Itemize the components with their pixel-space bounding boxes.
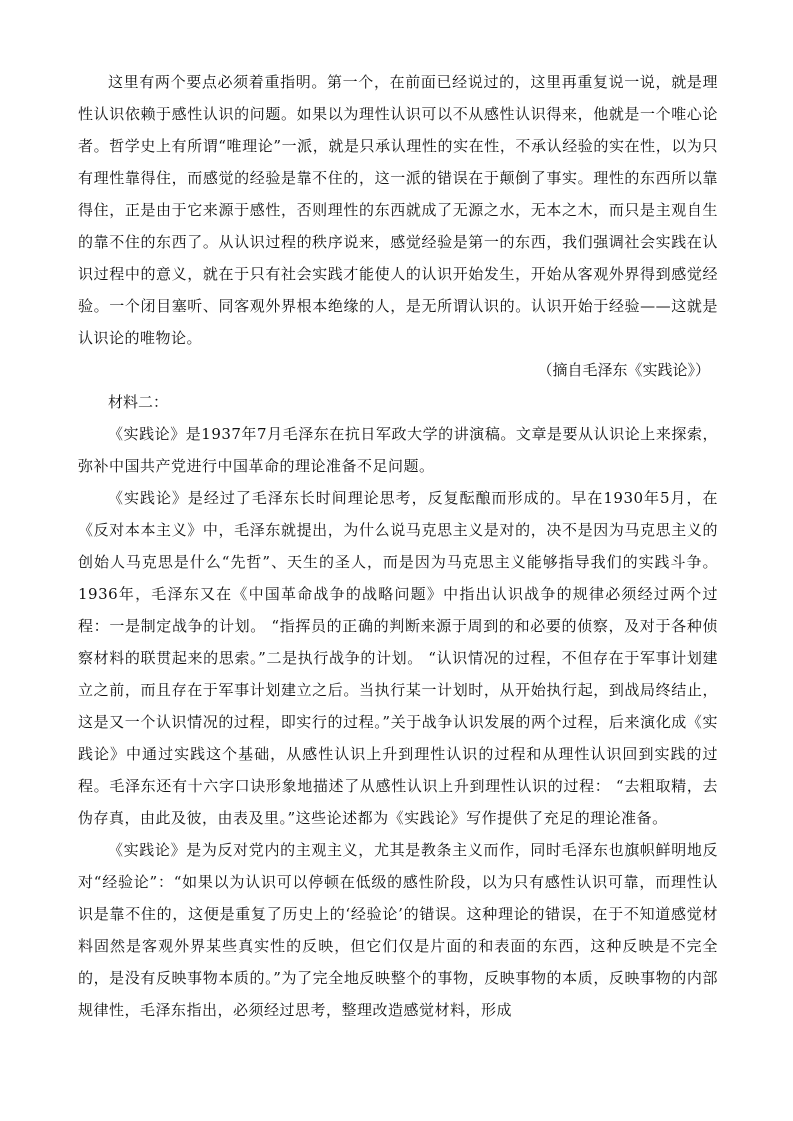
- paragraph-2: 《实践论》是1937年7月毛泽东在抗日军政大学的讲演稿。文章是要从认识论上来探索，弥补中国共产党进行中国革命的理论准备不足问题。: [78, 425, 718, 475]
- section-label-material-two: 材料二：: [108, 393, 169, 411]
- document-page: [78, 66, 718, 1026]
- paragraph-1: 这里有两个要点必须着重指明。第一个，在前面已经说过的，这里再重复说一说，就是理性认识依赖于感性认识的问题。如果以为理性认识可以不从感性认识得来，他就是一个唯心论者。哲学史上有所谓“唯理论”一派，就是只承认理性的实在性，不承认经验的实在性，以为只有理性靠得住，而感觉的经验是靠不住的，这一派的错误在于颠倒了事实。理性的东西所以靠得住，正是由于它来源于感性，否则理性的东西就成了无源之水，无本之木，而只是主观自生的靠不住的东西了。从认识过程的秩序说来，感觉经验是第一的东西，我们强调社会实践在认识过程中的意义，就在于只有社会实践才能使人的认识开始发生，开始从客观外界得到感觉经验。一个闭目塞听、同客观外界根本绝缘的人，是无所谓认识的。认识开始于经验——这就是认识论的唯物论。: [78, 73, 718, 347]
- paragraph-4: 《实践论》是为反对党内的主观主义，尤其是教条主义而作，同时毛泽东也旗帜鲜明地反对“经验论”：“如果以为认识可以停顿在低级的感性阶段，以为只有感性认识可靠，而理性认识是靠不住的，这便是重复了历史上的‘经验论’的错误。这种理论的错误，在于不知道感觉材料固然是客观外界某些真实性的反映，但它们仅是片面的和表面的东西，这种反映是不完全的，是没有反映事物本质的。”为了完全地反映整个的事物，反映事物的本质，反映事物的内部规律性，毛泽东指出，必须经过思考，整理改造感觉材料，形成: [78, 841, 718, 1019]
- citation: （摘自毛泽东《实践论》）: [537, 361, 710, 379]
- paragraph-3: 《实践论》是经过了毛泽东长时间理论思考，反复酝酿而形成的。早在1930年5月，在《反对本本主义》中，毛泽东就提出，为什么说马克思主义是对的，决不是因为马克思主义的创始人马克思是什么“先哲”、天生的圣人，而是因为马克思主义能够指导我们的实践斗争。1936年，毛泽东又在《中国革命战争的战略问题》中指出认识战争的规律必须经过两个过程：一是制定战争的计划。 “指挥员的正确的判断来源于周到的和必要的侦察，及对于各种侦察材料的联贯起来的思索。”二是执行战争的计划。 “认识情况的过程，不但存在于军事计划建立之前，而且存在于军事计划建立之后。当执行某一计划时，从开始执行起，到战局终结止，这是又一个认识情况的过程，即实行的过程。”关于战争认识发展的两个过程，后来演化成《实践论》中通过实践这个基础，从感性认识上升到理性认识的过程和从理性认识回到实践的过程。毛泽东还有十六字口诀形象地描述了从感性认识上升到理性认识的过程： “去粗取精，去伪存真，由此及彼，由表及里。”这些论述都为《实践论》写作提供了充足的理论准备。: [78, 489, 718, 827]
